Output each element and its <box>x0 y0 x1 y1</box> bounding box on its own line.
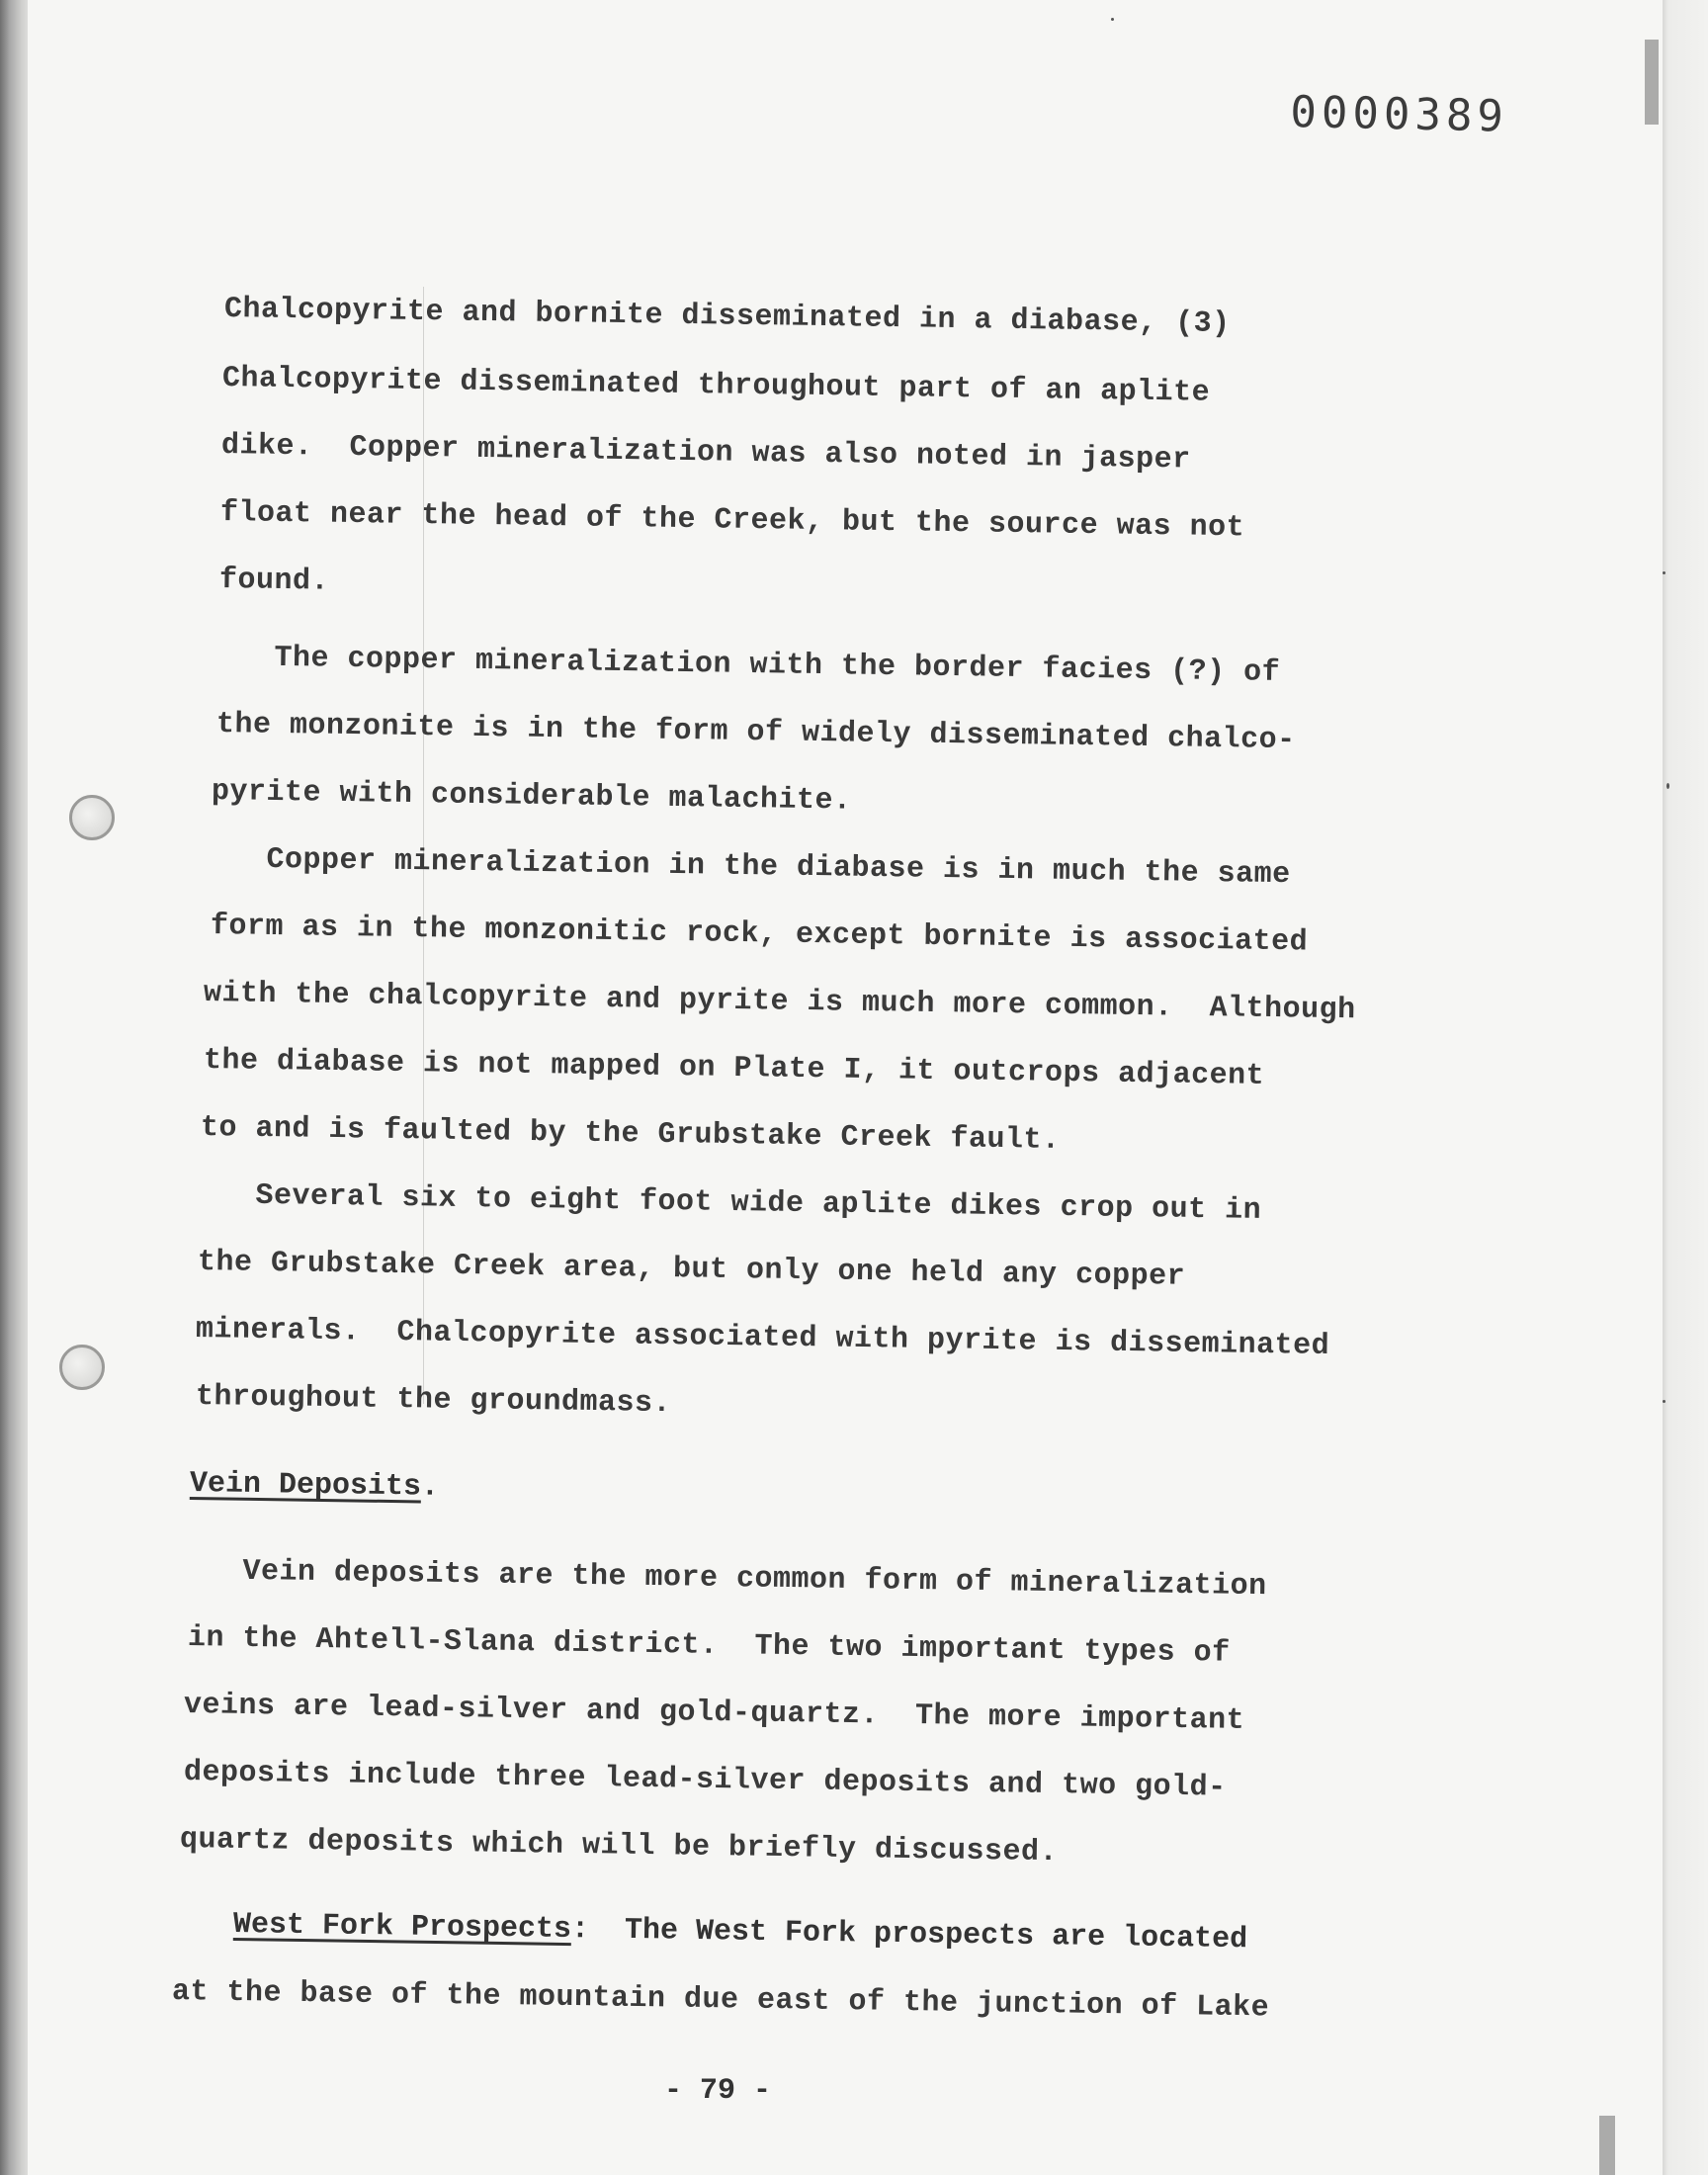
text-line: the diabase is not mapped on Plate I, it outcrops adjacent <box>203 1044 1265 1093</box>
text-line: to and is faulted by the Grubstake Creek fault. <box>200 1111 1061 1158</box>
text-line: at the base of the mountain due east of the junction of Lake <box>171 1975 1270 2026</box>
text-line: dike. Copper mineralization was also noted in jasper <box>220 429 1191 478</box>
page-identifier: 0000389 <box>1289 87 1509 142</box>
text-line: Chalcopyrite disseminated throughout part of an aplite <box>221 362 1211 410</box>
speck <box>1111 18 1114 21</box>
text-line: Vein deposits are the more common form of mineralization <box>187 1554 1267 1605</box>
text-line: with the chalcopyrite and pyrite is much more common. Although <box>203 977 1356 1028</box>
text-line: quartz deposits which will be briefly discussed. <box>179 1823 1059 1870</box>
text-line: the monzonite is in the form of widely disseminated chalco- <box>215 708 1296 758</box>
text-line: minerals. Chalcopyrite associated with pyrite is disseminated <box>195 1313 1330 1364</box>
west-fork-prospects-text: : The West Fork prospects are located <box>570 1913 1248 1958</box>
text-line: deposits include three lead-silver deposits and two gold- <box>183 1756 1227 1805</box>
speck <box>1666 783 1669 789</box>
speck <box>1663 1400 1665 1403</box>
text-line: in the Ahtell-Slana district. The two important types of <box>187 1621 1231 1671</box>
text-line: found. <box>218 564 330 599</box>
text-line: The copper mineralization with the border facies (?) of <box>218 641 1281 690</box>
section-heading-vein-deposits <box>190 1467 440 1505</box>
edge-smudge-top <box>1645 40 1659 125</box>
page-number: - 79 - <box>664 2074 772 2108</box>
punch-hole-upper <box>69 795 115 840</box>
text-line: pyrite with considerable malachite. <box>211 775 852 819</box>
edge-smudge-bottom <box>1599 2116 1615 2175</box>
text-line: Chalcopyrite and bornite disseminated in a diabase, (3) <box>223 293 1231 342</box>
text-line: Several six to eight foot wide aplite dikes crop out in <box>200 1178 1262 1228</box>
speck <box>1663 571 1665 574</box>
vein-deposits-suffix: . <box>420 1470 440 1505</box>
text-line: veins are lead-silver and gold-quartz. The more important <box>183 1689 1245 1738</box>
text-line: float near the head of the Creek, but the source was not <box>219 496 1245 546</box>
text-line: form as in the monzonitic rock, except bornite is associated <box>210 910 1309 960</box>
vein-deposits-title: Vein Deposits <box>189 1467 422 1505</box>
west-fork-prospects-title: West Fork Prospects <box>232 1908 572 1948</box>
punch-hole-lower <box>59 1345 105 1390</box>
text-line: Copper mineralization in the diabase is in much the same <box>211 842 1291 893</box>
text-line: throughout the groundmass. <box>195 1380 672 1422</box>
text-line: the Grubstake Creek area, but only one held any copper <box>197 1246 1186 1294</box>
scan-right-edge <box>1663 0 1708 2175</box>
